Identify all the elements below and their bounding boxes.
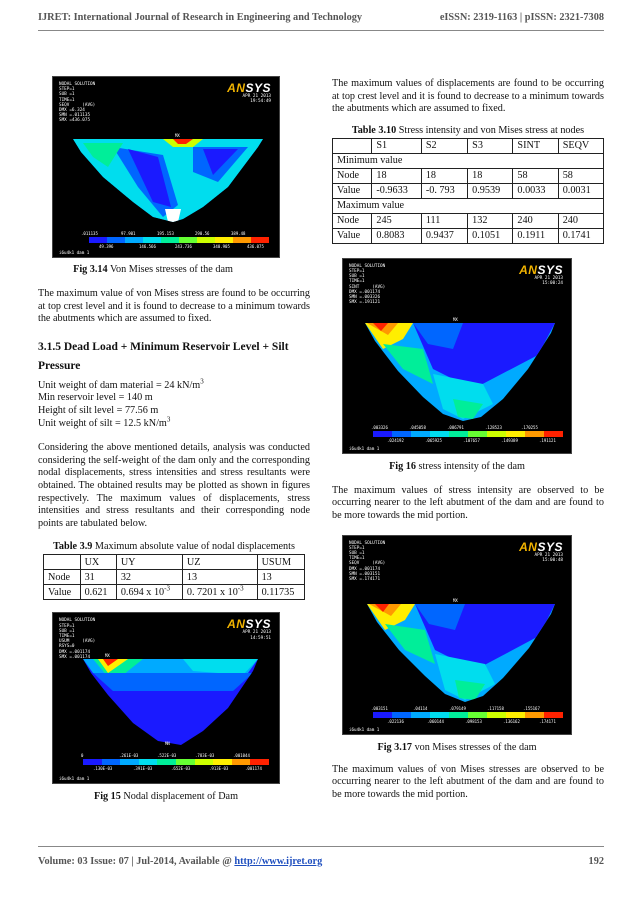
right-column	[332, 78, 604, 801]
legend-label: .024192	[387, 437, 404, 443]
legend-label: 243.736	[175, 244, 192, 249]
paragraph-displacements: The maximum values of displacements are found to be occurring at top crest level and it is found to decrease to a minimum towards the abutments which are assumed to fixed.	[332, 78, 604, 115]
issn-info: eISSN: 2319-1163 | pISSN: 2321-7308	[439, 12, 604, 23]
paragraph-von-mises-abutment: The maximum values of von Mises stresses are observed to be occurring nearer to the left abutment of the dam and are found to be more towards the mid portion.	[332, 763, 604, 800]
legend-label: .522E-03	[157, 753, 177, 759]
color-legend	[373, 712, 563, 718]
table-row: Node 31 32 13 13	[44, 570, 305, 585]
spec-unit-weight-silt: Unit weight of silt = 12.5 $kN/m^3$	[38, 415, 171, 429]
fig-footer: i6u4k1 dam 1	[349, 445, 380, 451]
header-rule	[38, 30, 604, 31]
max-marker: MX	[453, 316, 458, 322]
legend-label: .003326	[371, 424, 388, 430]
figure-15-panel	[52, 612, 280, 784]
legend-label: .060144	[427, 718, 444, 724]
ansys-logo: ANSYS	[227, 617, 271, 632]
table-row: Value -0.9633 -0. 793 0.9539 0.0033 0.0031	[333, 183, 604, 198]
table-3-10-caption: Table 3.10 Stress intensity and von Mises stress at nodes	[351, 124, 585, 136]
legend-label: .155167	[523, 705, 540, 711]
table-3-10	[332, 138, 604, 244]
min-marker: MN	[165, 741, 170, 747]
legend-label: .003151	[371, 705, 388, 711]
fig-footer: i6u4k1 dam 1	[59, 250, 90, 255]
paragraph-stress-intensity: The maximum values of stress intensity are observed to be occurring nearer to the left abutment of the dam and are found to be more towards the mid portion.	[332, 484, 604, 521]
page-footer	[38, 856, 604, 867]
legend-label: .261E-03	[119, 753, 139, 759]
legend-label: .001044	[233, 753, 250, 759]
fig-3-17-caption: Fig 3.17 von Mises stresses of the dam	[377, 741, 537, 753]
legend-label: .001174	[245, 766, 262, 772]
table-row: Node 18 18 18 58 58	[333, 168, 604, 183]
legend-label: 97.901	[121, 231, 136, 236]
spec-unit-weight-dam: Unit weight of dam material = 24 $kN/m^3$	[38, 377, 204, 391]
fig-info: NODAL SOLUTION STEP=1 SUB =1 TIME=1 SEQV (AVG) DMX =.001174 SMN =.003151 SMX =.174171	[349, 540, 386, 582]
legend-label: .079149	[449, 705, 466, 711]
fig-date: APR 21 2013 14:59:51	[242, 630, 271, 641]
fig-footer: i6u4k1 dam 1	[349, 726, 380, 732]
legend-label: .174171	[539, 718, 556, 724]
journal-title: IJRET: International Journal of Research in Engineering and Technology	[38, 12, 363, 23]
legend-label: 389.48	[231, 231, 246, 236]
page-number: 192	[588, 856, 604, 867]
legend-label: 146.566	[139, 244, 156, 249]
journal-header	[38, 12, 604, 28]
color-legend	[83, 759, 269, 765]
legend-label: .128523	[485, 424, 502, 430]
fig-date: APR 21 2013 15:00:48	[534, 552, 563, 563]
table-3-9	[43, 554, 305, 600]
legend-label: .913E-03	[209, 766, 229, 772]
fig-15-caption: Fig 15 Nodal displacement of Dam	[93, 791, 238, 803]
volume-info: Volume: 03 Issue: 07 | Jul-2014, Available @ http://www.ijret.org	[38, 856, 323, 867]
legend-label: .022136	[387, 718, 404, 724]
legend-label: .191121	[539, 437, 556, 443]
section-heading: 3.1.5 Dead Load + Minimum Reservoir Level + Silt Pressure	[38, 340, 289, 372]
figure-3-17-panel	[342, 535, 572, 735]
legend-label: .149389	[501, 437, 518, 443]
legend-label: .783E-03	[195, 753, 215, 759]
max-marker: MX	[175, 133, 180, 138]
legend-label: .130E-03	[93, 766, 113, 772]
fig-16-caption: Fig 16 stress intensity of the dam	[389, 460, 525, 472]
max-marker: MX	[453, 597, 458, 603]
ansys-logo: ANSYS	[519, 262, 563, 277]
figure-3-14-panel	[52, 76, 280, 258]
table-row: Maximum value	[333, 198, 604, 213]
color-legend	[89, 237, 269, 243]
fig-footer: i6u4k1 dam 1	[59, 776, 90, 782]
left-column	[38, 60, 310, 803]
ansys-logo: ANSYS	[519, 539, 563, 554]
legend-label: .065925	[425, 437, 442, 443]
table-row: Minimum value	[333, 153, 604, 168]
legend-label: .011135	[81, 231, 98, 236]
spec-min-reservoir: Min reservoir level = 140 m	[38, 392, 153, 404]
fig-date: APR 21 2013 19:54:49	[242, 94, 271, 105]
legend-label: .136162	[503, 718, 520, 724]
journal-link[interactable]: http://www.ijret.org	[234, 856, 323, 867]
legend-label: .086791	[447, 424, 464, 430]
max-marker: MX	[105, 653, 110, 659]
legend-label: .04114	[413, 705, 428, 711]
figure-16-panel	[342, 258, 572, 454]
legend-label: 436.075	[247, 244, 264, 249]
legend-label: .652E-03	[171, 766, 191, 772]
legend-label: 195.153	[157, 231, 174, 236]
spec-silt-height: Height of silt level = 77.56 m	[38, 404, 159, 416]
paragraph-von-mises: The maximum value of von Mises stress are found to be occurring at top crest level and it is found to decrease to a minimum towards the abutments which are assumed to fixed.	[38, 288, 310, 325]
fig-info: NODAL SOLUTION STEP=1 SUB =1 TIME=1 SEQV (AVG) DMX =6.324 SMN =.011135 SMX =436.075	[59, 82, 96, 124]
table-3-9-caption: Table 3.9 Maximum absolute value of nodal displacements	[53, 541, 295, 553]
legend-label: .391E-03	[133, 766, 153, 772]
legend-label: 340.905	[213, 244, 230, 249]
legend-label: .117158	[487, 705, 504, 711]
legend-label: 290.56	[195, 231, 210, 236]
footer-rule	[38, 846, 604, 847]
legend-label: .098153	[465, 718, 482, 724]
table-row: Node 245 111 132 240 240	[333, 213, 604, 228]
fig-date: APR 21 2013 15:00:24	[534, 275, 563, 286]
paragraph-analysis: Considering the above mentioned details, analysis was conducted considering the self-weight of the dam only and the corresponding nodal displacements, stress intensities and stress resultants were obtained. The obtained results may be plotted as shown in figures respectively. The maximum values of displacements, stress intensities and stress resultants and their corresponding node points are tabulated below.	[38, 442, 310, 529]
table-row: Value 0.621 0.694 x $10^{-3}$ 0. 7201 x $10^{-3}$ 0.11735	[44, 585, 305, 600]
legend-label: .045058	[409, 424, 426, 430]
fig-3-14-caption: Fig 3.14 Von Mises stresses of the dam	[73, 264, 233, 275]
color-legend	[373, 431, 563, 437]
ansys-logo: ANSYS	[227, 81, 271, 95]
legend-label: 49.396	[99, 244, 114, 249]
fig-info: NODAL SOLUTION STEP=1 SUB =1 TIME=1 USUM (AVG) RSYS=0 DMX =.001174 SMX =.001174	[59, 618, 96, 660]
legend-label: .107657	[463, 437, 480, 443]
legend-label: .170255	[521, 424, 538, 430]
table-row: UX UY UZ USUM	[44, 555, 305, 570]
table-row: Value 0.8083 0.9437 0.1051 0.1911 0.1741	[333, 228, 604, 243]
table-row: S1 S2 S3 SINT SEQV	[333, 138, 604, 153]
fig-info: NODAL SOLUTION STEP=1 SUB =1 TIME=1 SINT (AVG) DMX =.001174 SMN =.003326 SMX =.191121	[349, 263, 386, 306]
legend-label: 0	[81, 753, 84, 759]
